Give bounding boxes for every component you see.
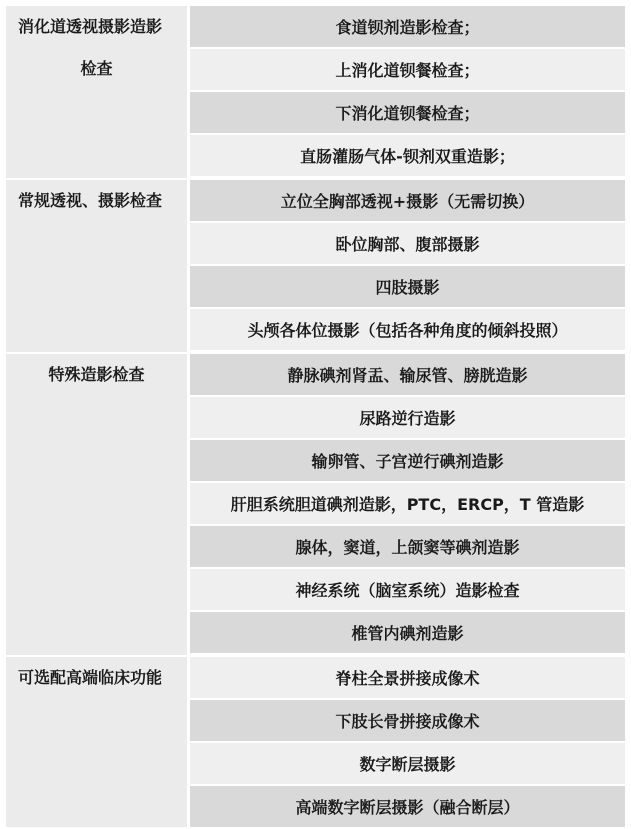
category-label: 特殊造影检查 (48, 365, 145, 384)
table-group-optional (6, 657, 625, 829)
table-row: 立位全胸部透视+摄影（无需切换） (190, 180, 625, 223)
item-list (190, 180, 625, 352)
table-row: 静脉碘剂肾盂、输尿管、膀胱造影 (190, 354, 625, 397)
table-row: 神经系统（脑室系统）造影检查 (190, 569, 625, 612)
table-row: 脊柱全景拼接成像术 (190, 657, 625, 700)
table-group-routine (6, 180, 625, 354)
table-row: 下消化道钡餐检查； (190, 92, 625, 135)
table-row: 腺体，窦道，上颌窦等碘剂造影 (190, 526, 625, 569)
category-cell (6, 354, 190, 655)
category-label: 常规透视、摄影检查 (18, 191, 163, 210)
table-row: 直肠灌肠气体-钡剂双重造影； (190, 135, 625, 178)
category-cell (6, 657, 190, 827)
table-row: 下肢长骨拼接成像术 (190, 700, 625, 743)
table-row: 肝胆系统胆道碘剂造影，PTC，ERCP，T 管造影 (190, 483, 625, 526)
table-row: 数字断层摄影 (190, 743, 625, 786)
table-row: 头颅各体位摄影（包括各种角度的倾斜投照） (190, 309, 625, 352)
table-row: 食道钡剂造影检查； (190, 6, 625, 49)
table-row: 输卵管、子宫逆行碘剂造影 (190, 440, 625, 483)
exam-table (6, 6, 625, 829)
table-row: 四肢摄影 (190, 266, 625, 309)
table-row: 上消化道钡餐检查； (190, 49, 625, 92)
item-list (190, 657, 625, 827)
table-row: 椎管内碘剂造影 (190, 612, 625, 655)
item-list (190, 354, 625, 655)
category-label: 消化道透视摄影造影 (18, 17, 163, 36)
table-group-special (6, 354, 625, 657)
table-row: 高端数字断层摄影（融合断层） (190, 786, 625, 827)
item-list (190, 6, 625, 178)
category-label: 可选配高端临床功能 (18, 668, 163, 687)
category-label-continued: 检查 (80, 59, 113, 78)
category-cell (6, 6, 190, 178)
table-row: 卧位胸部、腹部摄影 (190, 223, 625, 266)
table-group-digestive (6, 6, 625, 180)
category-cell (6, 180, 190, 352)
table-row: 尿路逆行造影 (190, 397, 625, 440)
